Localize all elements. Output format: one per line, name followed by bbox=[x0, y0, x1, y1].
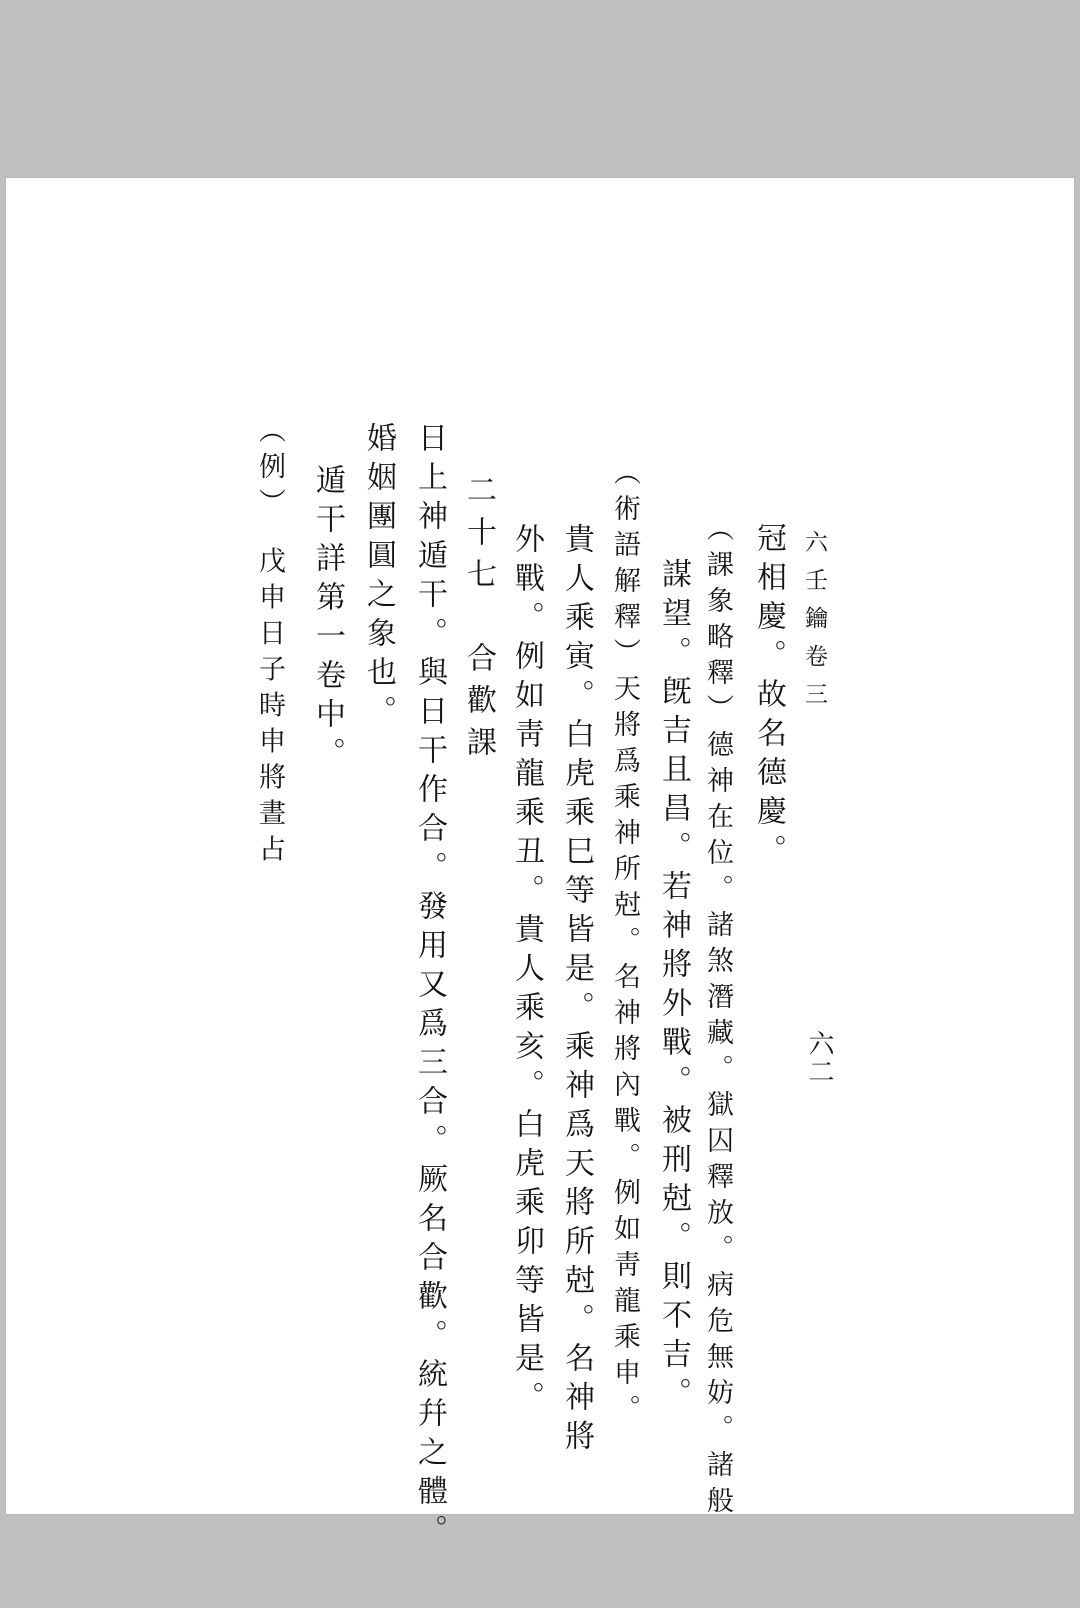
text-column-8: 日上神遁干。與日干作合。發用又爲三合。厥名合歡。統幷之體。 bbox=[412, 422, 447, 1553]
running-header: 六壬鑰卷三 bbox=[801, 530, 827, 720]
example-line: （例） 戊申日子時申將晝占 bbox=[254, 416, 285, 871]
text-column-2: （課象略釋）德神在位。諸煞潛藏。獄囚釋放。病危無妨。諸般 bbox=[702, 514, 733, 1522]
section-heading: 二十七 合歡課 bbox=[461, 474, 496, 768]
text-column-1: 冠相慶。故名德慶。 bbox=[751, 522, 786, 873]
text-column-10: 遁干詳第一卷中。 bbox=[310, 464, 345, 776]
text-column-9: 婚姻團圓之象也。 bbox=[361, 422, 396, 734]
page-number: 六二 bbox=[804, 1030, 834, 1086]
book-page bbox=[6, 178, 1074, 1553]
text-column-3: 謀望。旣吉且昌。若神將外戰。被刑尅。則不吉。 bbox=[656, 558, 691, 1416]
text-column-6: 外戰。例如靑龍乘丑。貴人乘亥。白虎乘卯等皆是。 bbox=[509, 523, 544, 1420]
text-column-4: （術語解釋）天將爲乘神所尅。名神將內戰。例如靑龍乘申。 bbox=[609, 458, 640, 1430]
text-column-5: 貴人乘寅。白虎乘巳等皆是。乘神爲天將所尅。名神將 bbox=[559, 523, 594, 1459]
